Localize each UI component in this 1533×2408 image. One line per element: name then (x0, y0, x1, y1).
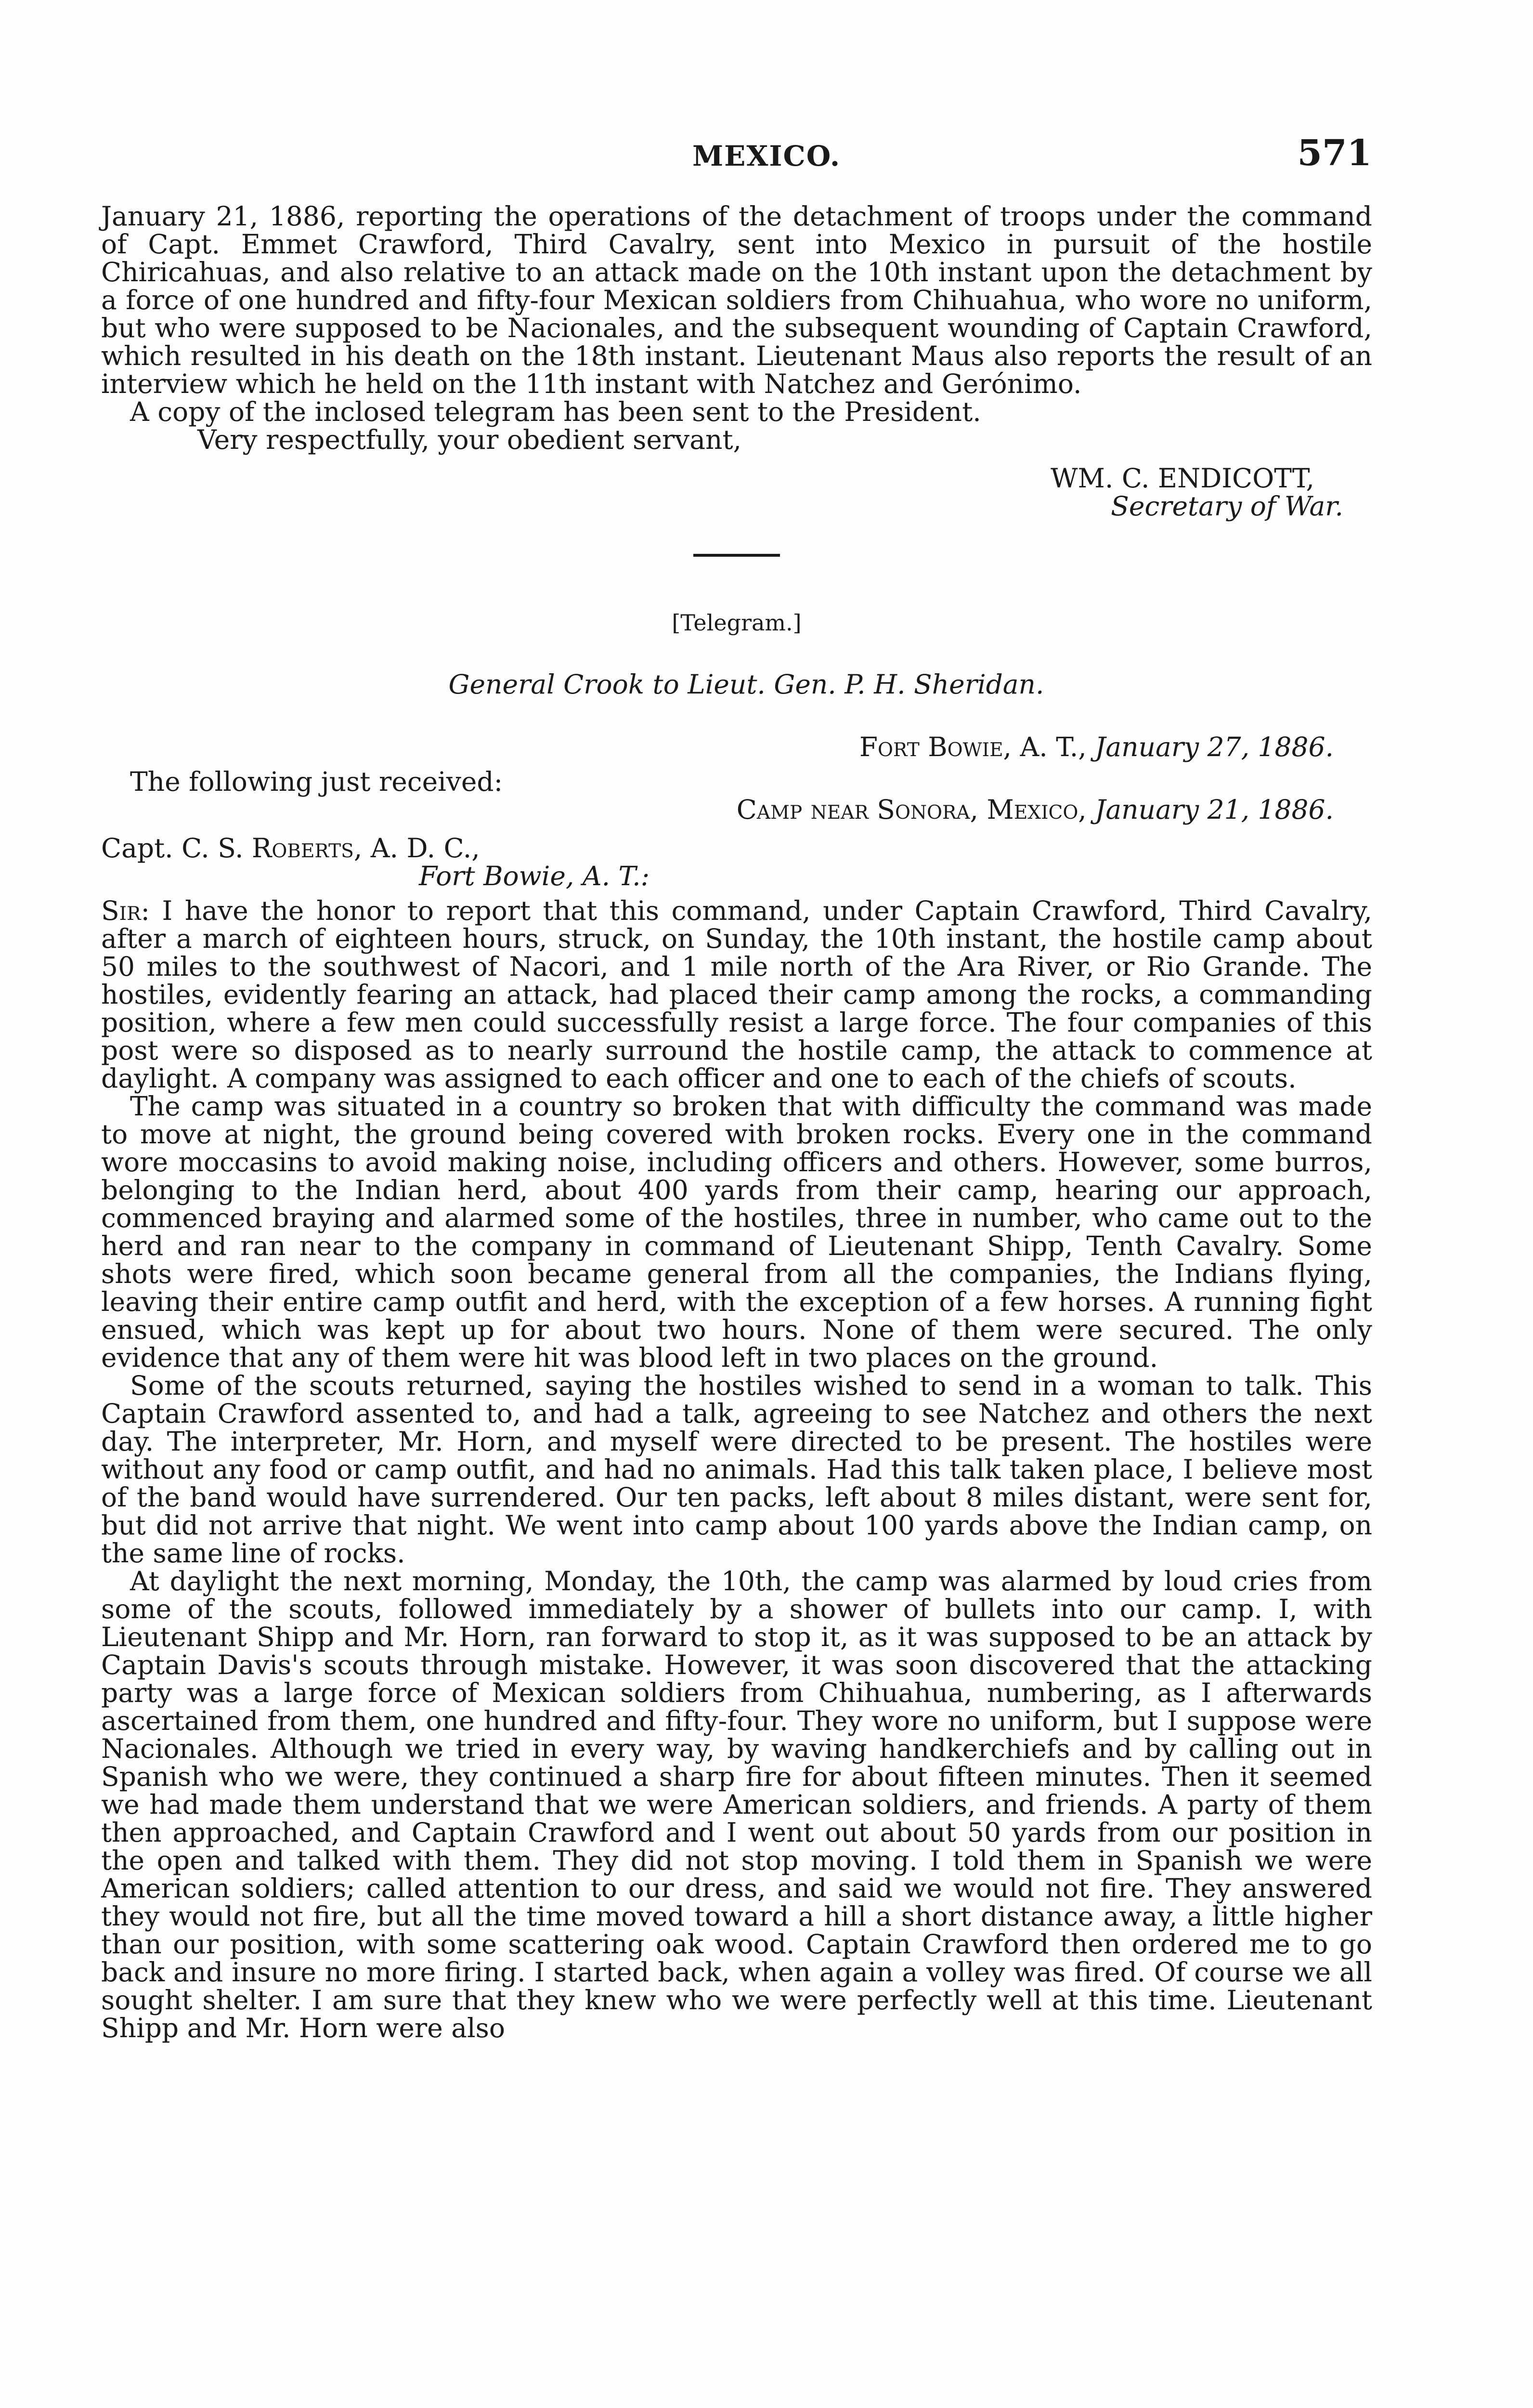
telegram-label: [Telegram.] (672, 610, 802, 636)
report-paragraph-3: Some of the scouts returned, saying the hostiles wished to send in a woman to talk. This Captain Crawford assented to, and had a talk, agreeing to see Natchez and others the next day. The interpreter, Mr. Horn, and myself were directed to be present. The hostiles were without any food or camp outfit, and had no animals. Had this talk taken place, I believe most of the band would have surrendered. Our ten packs, left about 8 miles distant, were sent for, but did not arrive that night. We went into camp about 100 yards above the Indian camp, on the same line of rocks. (101, 1370, 1372, 1569)
telegram-intro: The following just received: (130, 766, 503, 797)
camp-dateline (101, 796, 1372, 824)
addressee-name: Roberts, A. D. C., (251, 833, 480, 864)
page-number: 571 (1297, 132, 1372, 174)
camp-place: Camp near Sonora, Mexico, (736, 794, 1087, 825)
dateline-place: Fort Bowie, A. T., (859, 732, 1087, 762)
section-divider (693, 554, 780, 557)
addressee-location: Fort Bowie, A. T.: (419, 861, 650, 891)
report-paragraph-1-text: I have the honor to report that this command, under Captain Crawford, Third Cavalry, after a march of eighteen hours, struck, on Sunday, the 10th instant, the hostile camp about 50 miles to the southwest of Nacori, and 1 mile north of the Ara River, or Rio Grande. The hostiles, evidently fearing an attack, had placed their camp among the rocks, a commanding position, where a few men could successfully resist a large force. The four companies of this post were so disposed as to nearly surround the hostile camp, the attack to commence at daylight. A company was assigned to each officer and one to each of the chiefs of scouts. (101, 895, 1373, 1094)
report-paragraph-2: The camp was situated in a country so broken that with difficulty the command was made to move at night, the ground being covered with broken rocks. Every one in the command wore moccasins to avoid making noise, including officers and others. However, some burros, belonging to the Indian herd, about 400 yards from their camp, hearing our approach, commenced braying and alarmed some of the hostiles, three in number, who came out to the herd and ran near to the company in command of Lieutenant Shipp, Tenth Cavalry. Some shots were fired, which soon became general from all the companies, the Indians flying, leaving their entire camp outfit and herd, with the exception of a few horses. A running fight ensued, which was kept up for about two hours. None of them were secured. The only evidence that any of them were hit was blood left in two places on the ground. (101, 1091, 1372, 1373)
letter-closing: Very respectfully, your obedient servant, (197, 424, 742, 455)
signatory-title: Secretary of War. (1111, 491, 1343, 522)
signatory-name: WM. C. ENDICOTT, (1051, 463, 1314, 494)
report-paragraph-4: At daylight the next morning, Monday, the 10th, the camp was alarmed by loud cries from some of the scouts, followed immediately by a shower of bullets into our camp. I, with Lieutenant Shipp and Mr. Horn, ran forward to stop it, as it was supposed to be an attack by Captain Davis's scouts through mistake. However, it was soon discovered that the attacking party was a large force of Mexican soldiers from Chihuahua, numbering, as I afterwards ascertained from them, one hundred and fifty-four. They wore no uniform, but I suppose were Nacionales. Although we tried in every way, by waving handkerchiefs and by calling out in Spanish who we were, they continued a sharp fire for about fifteen minutes. Then it seemed we had made them understand that we were American soldiers, and friends. A party of them then approached, and Captain Crawford and I went out about 50 yards from our position in the open and talked with them. They did not stop moving. I told them in Spanish we were American soldiers; called attention to our dress, and said we would not fire. They answered they would not fire, but all the time moved toward a hill a short distance away, a little higher than our position, with some scattering oak wood. Captain Crawford then ordered me to go back and insure no more firing. I started back, when again a volley was fired. Of course we all sought shelter. I am sure that they knew who we were perfectly well at this time. Lieutenant Shipp and Mr. Horn were also (101, 1566, 1372, 2043)
dateline-date: January 27, 1886. (1095, 732, 1334, 762)
telegram-dateline (101, 733, 1372, 761)
running-header-title: MEXICO. (692, 140, 841, 172)
report-paragraph-1 (101, 897, 1372, 1092)
page-body (101, 202, 1372, 2042)
addressee-prefix: Capt. C. S. (101, 833, 244, 864)
addressee (101, 834, 1372, 862)
letter-paragraph-2: A copy of the inclosed telegram has been sent to the President. (130, 396, 981, 427)
letter-paragraph-1: January 21, 1886, reporting the operations of the detachment of troops under the command of Capt. Emmet Crawford, Third Cavalry, sent into Mexico in pursuit of the hostile Chiricahuas, and also relative to an attack made on the 10th instant upon the detachment by a force of one hundred and fifty-four Mexican soldiers from Chihuahua, who wore no uniform, but who were supposed to be Nacionales, and the subsequent wounding of Captain Crawford, which resulted in his death on the 18th instant. Lieutenant Maus also reports the result of an interview which he held on the 11th instant with Natchez and Gerónimo. (101, 201, 1372, 399)
camp-date: January 21, 1886. (1095, 794, 1334, 825)
salutation: Sir: (101, 895, 150, 926)
telegram-heading: General Crook to Lieut. Gen. P. H. Sheridan. (448, 669, 1044, 700)
